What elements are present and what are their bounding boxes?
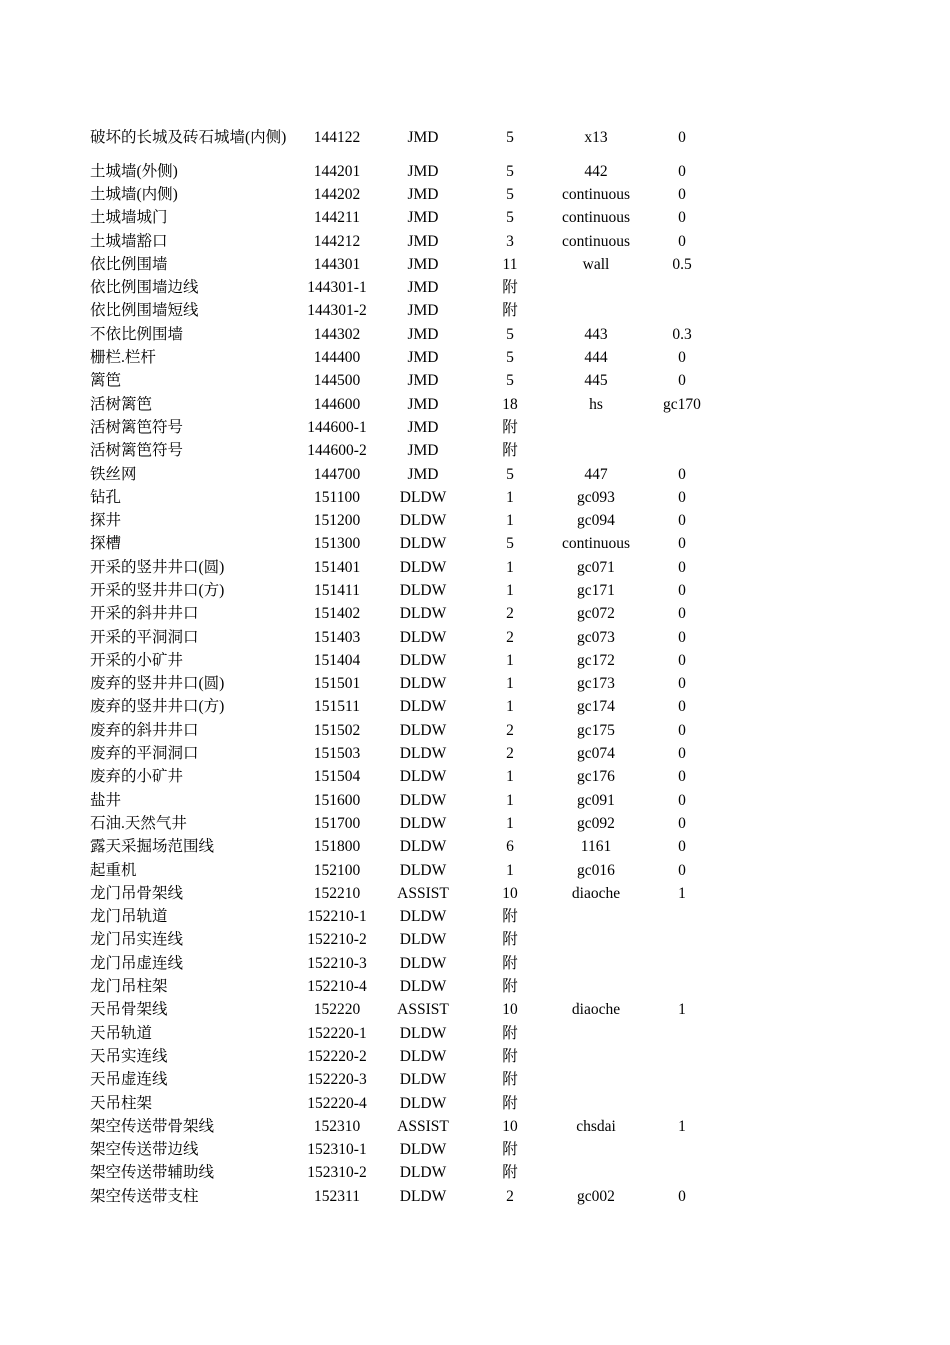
layer-cell: DLDW xyxy=(399,838,447,856)
feature-name-cell: 开采的小矿井 xyxy=(90,651,184,669)
layer-cell: DLDW xyxy=(399,651,447,669)
table-row xyxy=(90,626,730,649)
type-cell: 1 xyxy=(506,861,514,879)
layer-cell: DLDW xyxy=(399,1164,447,1182)
layer-cell: JMD xyxy=(407,185,439,203)
layer-cell: DLDW xyxy=(399,698,447,716)
table-row xyxy=(90,1115,730,1138)
feature-name-cell: 架空传送带支柱 xyxy=(90,1187,199,1205)
layer-cell: DLDW xyxy=(399,814,447,832)
type-cell: 1 xyxy=(506,512,514,530)
table-row xyxy=(90,116,730,160)
table-row xyxy=(90,300,730,323)
feature-code-cell: 152220 xyxy=(313,1001,361,1019)
type-cell: 附 xyxy=(502,1071,518,1089)
table-row xyxy=(90,1185,730,1208)
type-cell: 附 xyxy=(502,978,518,996)
feature-name-cell: 天吊实连线 xyxy=(90,1047,168,1065)
value-cell: 0 xyxy=(678,721,686,739)
feature-code-cell: 152220-3 xyxy=(307,1071,367,1089)
feature-name-cell: 龙门吊骨架线 xyxy=(90,884,184,902)
feature-code-cell: 151401 xyxy=(313,558,361,576)
symbol-cell: continuous xyxy=(561,535,631,553)
feature-code-cell: 144212 xyxy=(313,232,361,250)
value-cell: 0.5 xyxy=(672,255,692,273)
feature-name-cell: 破坏的长城及砖石城墙(内侧) xyxy=(90,129,287,146)
feature-code-cell: 152220-2 xyxy=(307,1047,367,1065)
table-row xyxy=(90,207,730,230)
symbol-cell: gc093 xyxy=(577,488,615,506)
table-row xyxy=(90,1045,730,1068)
symbol-cell: gc073 xyxy=(577,628,615,646)
value-cell: 1 xyxy=(678,1117,686,1135)
type-cell: 2 xyxy=(506,605,514,623)
symbol-cell: gc171 xyxy=(577,581,615,599)
table-row xyxy=(90,603,730,626)
table-row xyxy=(90,533,730,556)
layer-cell: DLDW xyxy=(399,1141,447,1159)
feature-code-cell: 151402 xyxy=(313,605,361,623)
type-cell: 5 xyxy=(506,535,514,553)
table-row xyxy=(90,1092,730,1115)
type-cell: 2 xyxy=(506,628,514,646)
type-cell: 5 xyxy=(506,162,514,180)
feature-name-cell: 露天采掘场范围线 xyxy=(90,838,215,856)
table-row xyxy=(90,323,730,346)
layer-cell: DLDW xyxy=(399,581,447,599)
layer-cell: JMD xyxy=(407,372,439,390)
type-cell: 10 xyxy=(502,1001,518,1019)
value-cell: 0 xyxy=(678,372,686,390)
feature-code-cell: 144122 xyxy=(313,129,361,146)
table-row xyxy=(90,346,730,369)
layer-cell: DLDW xyxy=(399,605,447,623)
feature-name-cell: 龙门吊轨道 xyxy=(90,908,168,926)
value-cell: 0 xyxy=(678,605,686,623)
layer-cell: DLDW xyxy=(399,954,447,972)
type-cell: 附 xyxy=(502,1024,518,1042)
feature-name-cell: 架空传送带骨架线 xyxy=(90,1117,215,1135)
symbol-cell: gc092 xyxy=(577,814,615,832)
feature-name-cell: 废弃的竖井井口(方) xyxy=(90,698,225,716)
table-row xyxy=(90,742,730,765)
value-cell: 0 xyxy=(678,791,686,809)
layer-cell: DLDW xyxy=(399,745,447,763)
type-cell: 1 xyxy=(506,488,514,506)
symbol-cell: gc002 xyxy=(577,1187,615,1205)
feature-name-cell: 龙门吊实连线 xyxy=(90,931,184,949)
feature-code-cell: 144202 xyxy=(313,185,361,203)
feature-code-cell: 144600-2 xyxy=(307,442,367,460)
table-row xyxy=(90,719,730,742)
feature-name-cell: 铁丝网 xyxy=(90,465,137,483)
type-cell: 5 xyxy=(506,349,514,367)
feature-code-cell: 152210-4 xyxy=(307,978,367,996)
feature-name-cell: 废弃的平洞洞口 xyxy=(90,745,199,763)
feature-name-cell: 开采的斜井井口 xyxy=(90,605,199,623)
type-cell: 1 xyxy=(506,651,514,669)
feature-code-cell: 144211 xyxy=(314,209,360,227)
feature-code-cell: 152311 xyxy=(314,1187,360,1205)
table-row xyxy=(90,696,730,719)
feature-name-cell: 架空传送带辅助线 xyxy=(90,1164,215,1182)
symbol-cell: 447 xyxy=(584,465,608,483)
layer-cell: JMD xyxy=(407,255,439,273)
feature-code-cell: 151411 xyxy=(314,581,360,599)
type-cell: 附 xyxy=(502,279,518,297)
symbol-cell: gc176 xyxy=(577,768,615,786)
table-row xyxy=(90,1022,730,1045)
table-row xyxy=(90,370,730,393)
layer-cell: JMD xyxy=(407,325,439,343)
layer-cell: DLDW xyxy=(399,861,447,879)
table-row xyxy=(90,1162,730,1185)
table-row xyxy=(90,859,730,882)
symbol-cell: 443 xyxy=(584,325,608,343)
feature-name-cell: 开采的平洞洞口 xyxy=(90,628,199,646)
value-cell: 0 xyxy=(678,651,686,669)
layer-cell: DLDW xyxy=(399,628,447,646)
feature-code-cell: 152100 xyxy=(313,861,361,879)
symbol-cell: 442 xyxy=(584,162,608,180)
value-cell: 0 xyxy=(678,232,686,250)
type-cell: 5 xyxy=(506,209,514,227)
layer-cell: DLDW xyxy=(399,558,447,576)
feature-code-cell: 152310-2 xyxy=(307,1164,367,1182)
table-row xyxy=(90,812,730,835)
feature-code-cell: 152310 xyxy=(313,1117,361,1135)
feature-name-cell: 钻孔 xyxy=(90,488,122,506)
table-row xyxy=(90,463,730,486)
symbol-table xyxy=(90,116,730,1208)
table-row xyxy=(90,440,730,463)
table-row xyxy=(90,906,730,929)
layer-cell: DLDW xyxy=(399,675,447,693)
value-cell: 0.3 xyxy=(672,325,692,343)
feature-name-cell: 废弃的斜井井口 xyxy=(90,721,199,739)
feature-code-cell: 151100 xyxy=(314,488,360,506)
feature-name-cell: 活树篱笆 xyxy=(90,395,153,413)
symbol-cell: gc172 xyxy=(577,651,615,669)
layer-cell: DLDW xyxy=(399,512,447,530)
symbol-cell: gc071 xyxy=(577,558,615,576)
table-row xyxy=(90,952,730,975)
type-cell: 10 xyxy=(502,1117,518,1135)
layer-cell: DLDW xyxy=(399,1024,447,1042)
layer-cell: JMD xyxy=(407,232,439,250)
feature-name-cell: 土城墙(外侧) xyxy=(90,162,178,180)
type-cell: 附 xyxy=(502,302,518,320)
value-cell: 0 xyxy=(678,162,686,180)
feature-name-cell: 开采的竖井井口(方) xyxy=(90,581,225,599)
type-cell: 附 xyxy=(502,931,518,949)
value-cell: 0 xyxy=(678,535,686,553)
type-cell: 附 xyxy=(502,1094,518,1112)
feature-code-cell: 151502 xyxy=(313,721,361,739)
symbol-cell: 445 xyxy=(584,372,608,390)
value-cell: 0 xyxy=(678,488,686,506)
feature-code-cell: 151800 xyxy=(313,838,361,856)
symbol-cell: chsdai xyxy=(576,1117,616,1135)
value-cell: 0 xyxy=(678,209,686,227)
type-cell: 1 xyxy=(506,768,514,786)
table-row xyxy=(90,673,730,696)
type-cell: 6 xyxy=(506,838,514,856)
symbol-cell: gc074 xyxy=(577,745,615,763)
layer-cell: JMD xyxy=(407,279,439,297)
feature-name-cell: 废弃的竖井井口(圆) xyxy=(90,675,225,693)
table-row xyxy=(90,836,730,859)
feature-code-cell: 151504 xyxy=(313,768,361,786)
symbol-cell: gc016 xyxy=(577,861,615,879)
layer-cell: JMD xyxy=(407,209,439,227)
layer-cell: DLDW xyxy=(399,931,447,949)
feature-name-cell: 废弃的小矿井 xyxy=(90,768,184,786)
table-row xyxy=(90,649,730,672)
table-row xyxy=(90,579,730,602)
feature-name-cell: 天吊柱架 xyxy=(90,1094,153,1112)
type-cell: 1 xyxy=(506,558,514,576)
value-cell: 0 xyxy=(678,698,686,716)
feature-name-cell: 依比例围墙短线 xyxy=(90,302,199,320)
value-cell: 0 xyxy=(678,129,686,146)
symbol-cell: continuous xyxy=(561,185,631,203)
table-row xyxy=(90,766,730,789)
symbol-cell: hs xyxy=(589,395,603,413)
feature-code-cell: 151300 xyxy=(313,535,361,553)
feature-name-cell: 石油.天然气井 xyxy=(90,814,187,832)
value-cell: 0 xyxy=(678,861,686,879)
layer-cell: DLDW xyxy=(399,1071,447,1089)
value-cell: 1 xyxy=(678,1001,686,1019)
symbol-cell: diaoche xyxy=(571,1001,621,1019)
type-cell: 10 xyxy=(502,884,518,902)
feature-code-cell: 151404 xyxy=(313,651,361,669)
type-cell: 附 xyxy=(502,442,518,460)
feature-name-cell: 开采的竖井井口(圆) xyxy=(90,558,225,576)
feature-code-cell: 144600-1 xyxy=(307,418,367,436)
table-row xyxy=(90,160,730,183)
feature-code-cell: 152220-4 xyxy=(307,1094,367,1112)
feature-code-cell: 144301-2 xyxy=(307,302,367,320)
value-cell: 0 xyxy=(678,581,686,599)
feature-code-cell: 144400 xyxy=(313,349,361,367)
layer-cell: DLDW xyxy=(399,791,447,809)
value-cell: 0 xyxy=(678,675,686,693)
type-cell: 附 xyxy=(502,908,518,926)
feature-name-cell: 天吊虚连线 xyxy=(90,1071,168,1089)
value-cell: 0 xyxy=(678,838,686,856)
feature-code-cell: 152210-1 xyxy=(307,908,367,926)
type-cell: 5 xyxy=(506,465,514,483)
symbol-cell: diaoche xyxy=(571,884,621,902)
feature-name-cell: 不依比例围墙 xyxy=(90,325,184,343)
layer-cell: JMD xyxy=(407,442,439,460)
type-cell: 3 xyxy=(506,232,514,250)
symbol-cell: gc072 xyxy=(577,605,615,623)
table-row xyxy=(90,230,730,253)
type-cell: 5 xyxy=(506,325,514,343)
table-row xyxy=(90,882,730,905)
table-row xyxy=(90,975,730,998)
feature-code-cell: 151403 xyxy=(313,628,361,646)
feature-code-cell: 151501 xyxy=(313,675,361,693)
layer-cell: DLDW xyxy=(399,1094,447,1112)
layer-cell: DLDW xyxy=(399,1047,447,1065)
feature-name-cell: 篱笆 xyxy=(90,372,122,390)
table-row xyxy=(90,393,730,416)
type-cell: 2 xyxy=(506,745,514,763)
feature-name-cell: 架空传送带边线 xyxy=(90,1141,199,1159)
feature-code-cell: 144301-1 xyxy=(307,279,367,297)
feature-name-cell: 活树篱笆符号 xyxy=(90,418,184,436)
table-row xyxy=(90,183,730,206)
type-cell: 1 xyxy=(506,581,514,599)
feature-code-cell: 151200 xyxy=(313,512,361,530)
value-cell: 1 xyxy=(678,884,686,902)
feature-name-cell: 龙门吊虚连线 xyxy=(90,954,184,972)
type-cell: 附 xyxy=(502,954,518,972)
feature-code-cell: 151700 xyxy=(313,814,361,832)
value-cell: 0 xyxy=(678,512,686,530)
feature-name-cell: 天吊骨架线 xyxy=(90,1001,168,1019)
feature-name-cell: 盐井 xyxy=(90,791,122,809)
table-row xyxy=(90,276,730,299)
type-cell: 附 xyxy=(502,1164,518,1182)
table-row xyxy=(90,999,730,1022)
symbol-cell: gc175 xyxy=(577,721,615,739)
layer-cell: ASSIST xyxy=(397,1001,449,1019)
symbol-cell: continuous xyxy=(561,232,631,250)
feature-code-cell: 152210-3 xyxy=(307,954,367,972)
feature-name-cell: 栅栏.栏杆 xyxy=(90,349,156,367)
type-cell: 1 xyxy=(506,791,514,809)
feature-code-cell: 152210-2 xyxy=(307,931,367,949)
layer-cell: DLDW xyxy=(399,1187,447,1205)
table-row xyxy=(90,789,730,812)
feature-code-cell: 144301 xyxy=(313,255,361,273)
feature-name-cell: 土城墙豁口 xyxy=(90,232,168,250)
feature-code-cell: 144600 xyxy=(313,395,361,413)
table-row xyxy=(90,1138,730,1161)
type-cell: 1 xyxy=(506,675,514,693)
layer-cell: JMD xyxy=(407,129,439,146)
layer-cell: DLDW xyxy=(399,488,447,506)
layer-cell: DLDW xyxy=(399,721,447,739)
symbol-cell: gc091 xyxy=(577,791,615,809)
layer-cell: JMD xyxy=(407,465,439,483)
feature-name-cell: 龙门吊柱架 xyxy=(90,978,168,996)
type-cell: 1 xyxy=(506,698,514,716)
layer-cell: JMD xyxy=(407,349,439,367)
type-cell: 18 xyxy=(502,395,518,413)
symbol-cell: gc174 xyxy=(577,698,615,716)
value-cell: 0 xyxy=(678,349,686,367)
feature-code-cell: 152220-1 xyxy=(307,1024,367,1042)
symbol-cell: x13 xyxy=(584,129,608,146)
layer-cell: JMD xyxy=(407,162,439,180)
feature-code-cell: 151503 xyxy=(313,745,361,763)
feature-code-cell: 151511 xyxy=(314,698,360,716)
table-row xyxy=(90,486,730,509)
layer-cell: DLDW xyxy=(399,908,447,926)
layer-cell: JMD xyxy=(407,418,439,436)
table-row xyxy=(90,253,730,276)
feature-name-cell: 依比例围墙 xyxy=(90,255,168,273)
layer-cell: DLDW xyxy=(399,978,447,996)
symbol-cell: 1161 xyxy=(580,838,612,856)
table-row xyxy=(90,929,730,952)
feature-code-cell: 151600 xyxy=(313,791,361,809)
value-cell: 0 xyxy=(678,628,686,646)
type-cell: 2 xyxy=(506,721,514,739)
type-cell: 5 xyxy=(506,372,514,390)
feature-name-cell: 起重机 xyxy=(90,861,137,879)
table-row xyxy=(90,556,730,579)
feature-name-cell: 依比例围墙边线 xyxy=(90,279,199,297)
value-cell: 0 xyxy=(678,1187,686,1205)
feature-code-cell: 144201 xyxy=(313,162,361,180)
value-cell: 0 xyxy=(678,768,686,786)
feature-name-cell: 天吊轨道 xyxy=(90,1024,153,1042)
symbol-cell: continuous xyxy=(561,209,631,227)
feature-code-cell: 144302 xyxy=(313,325,361,343)
layer-cell: JMD xyxy=(407,302,439,320)
type-cell: 附 xyxy=(502,418,518,436)
type-cell: 5 xyxy=(506,129,514,146)
layer-cell: ASSIST xyxy=(397,884,449,902)
type-cell: 1 xyxy=(506,814,514,832)
feature-name-cell: 探井 xyxy=(90,512,122,530)
symbol-cell: 444 xyxy=(584,349,608,367)
table-row xyxy=(90,509,730,532)
feature-code-cell: 144700 xyxy=(313,465,361,483)
feature-name-cell: 土城墙(内侧) xyxy=(90,185,178,203)
feature-code-cell: 152210 xyxy=(313,884,361,902)
feature-name-cell: 土城墙城门 xyxy=(90,209,168,227)
layer-cell: ASSIST xyxy=(397,1117,449,1135)
symbol-cell: gc094 xyxy=(577,512,615,530)
feature-name-cell: 探槽 xyxy=(90,535,122,553)
feature-name-cell: 活树篱笆符号 xyxy=(90,442,184,460)
value-cell: 0 xyxy=(678,558,686,576)
layer-cell: JMD xyxy=(407,395,439,413)
symbol-cell: wall xyxy=(582,255,610,273)
type-cell: 附 xyxy=(502,1047,518,1065)
table-row xyxy=(90,416,730,439)
value-cell: 0 xyxy=(678,465,686,483)
type-cell: 附 xyxy=(502,1141,518,1159)
type-cell: 2 xyxy=(506,1187,514,1205)
layer-cell: DLDW xyxy=(399,535,447,553)
type-cell: 5 xyxy=(506,185,514,203)
value-cell: 0 xyxy=(678,185,686,203)
value-cell: 0 xyxy=(678,745,686,763)
value-cell: gc170 xyxy=(663,395,701,413)
table-row xyxy=(90,1069,730,1092)
value-cell: 0 xyxy=(678,814,686,832)
symbol-cell: gc173 xyxy=(577,675,615,693)
type-cell: 11 xyxy=(502,255,518,273)
feature-code-cell: 152310-1 xyxy=(307,1141,367,1159)
feature-code-cell: 144500 xyxy=(313,372,361,390)
layer-cell: DLDW xyxy=(399,768,447,786)
